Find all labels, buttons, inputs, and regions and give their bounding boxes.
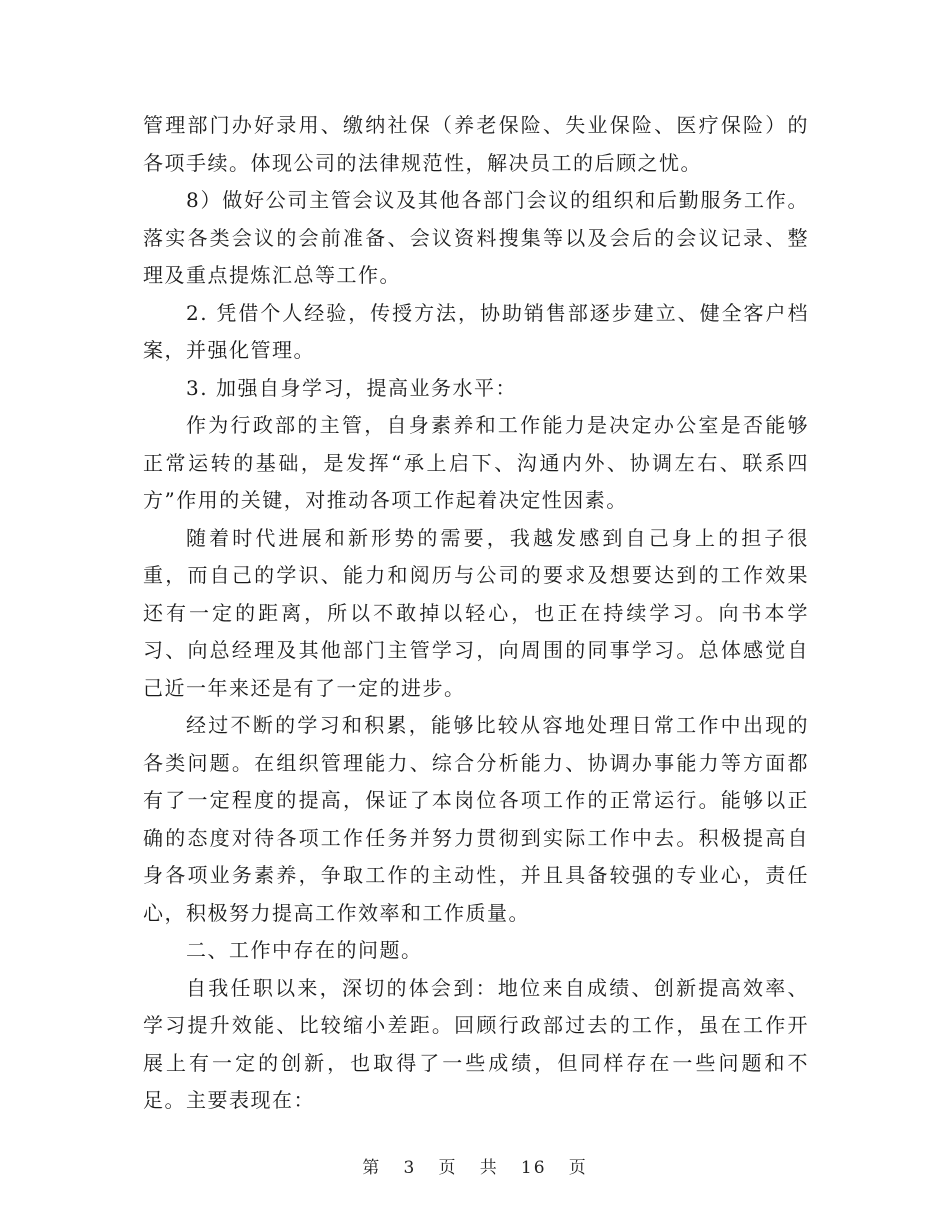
footer-page-number: 3 (403, 1158, 417, 1178)
paragraph: 自我任职以来，深切的体会到：地位来自成绩、创新提高效率、学习提升效能、比较缩小差距。回顾行政部过去的工作，虽在工作开展上有一定的创新，也取得了一些成绩，但同样存在一些问题和不足。主要表现在： (143, 975, 809, 1112)
footer-total-pages: 16 (520, 1158, 547, 1178)
paragraph: 作为行政部的主管，自身素养和工作能力是决定办公室是否能够正常运转的基础，是发挥“承上启下、沟通内外、协调左右、联系四方”作用的关键，对推动各项工作起着决定性因素。 (143, 413, 809, 512)
page-footer (0, 1153, 950, 1178)
footer-label-total-unit: 页 (568, 1158, 588, 1178)
paragraph: 8）做好公司主管会议及其他各部门会议的组织和后勤服务工作。落实各类会议的会前准备、会议资料搜集等以及会后的会议记录、整理及重点提炼汇总等工作。 (143, 188, 809, 287)
footer-label-page-unit: 页 (438, 1158, 458, 1178)
paragraph: 随着时代进展和新形势的需要，我越发感到自己身上的担子很重，而自己的学识、能力和阅历与公司的要求及想要达到的工作效果还有一定的距离，所以不敢掉以轻心，也正在持续学习。向书本学习、向总经理及其他部门主管学习，向周围的同事学习。总体感觉自己近一年来还是有了一定的进步。 (143, 525, 809, 700)
section-heading: 二、工作中存在的问题。 (186, 938, 423, 962)
footer-label-total: 共 (479, 1158, 499, 1178)
paragraph: 经过不断的学习和积累，能够比较从容地处理日常工作中出现的各类问题。在组织管理能力、综合分析能力、协调办事能力等方面都有了一定程度的提高，保证了本岗位各项工作的正常运行。能够以正确的态度对待各项工作任务并努力贯彻到实际工作中去。积极提高自身各项业务素养，争取工作的主动性，并且具备较强的专业心，责任心，积极努力提高工作效率和工作质量。 (143, 713, 809, 925)
document-body (143, 107, 809, 1120)
footer-label-page: 第 (362, 1158, 382, 1178)
paragraph: 2. 凭借个人经验，传授方法，协助销售部逐步建立、健全客户档案，并强化管理。 (143, 300, 809, 362)
paragraph: 管理部门办好录用、缴纳社保（养老保险、失业保险、医疗保险）的各项手续。体现公司的法律规范性，解决员工的后顾之忧。 (143, 113, 809, 175)
paragraph: 3. 加强自身学习，提高业务水平： (186, 375, 517, 400)
